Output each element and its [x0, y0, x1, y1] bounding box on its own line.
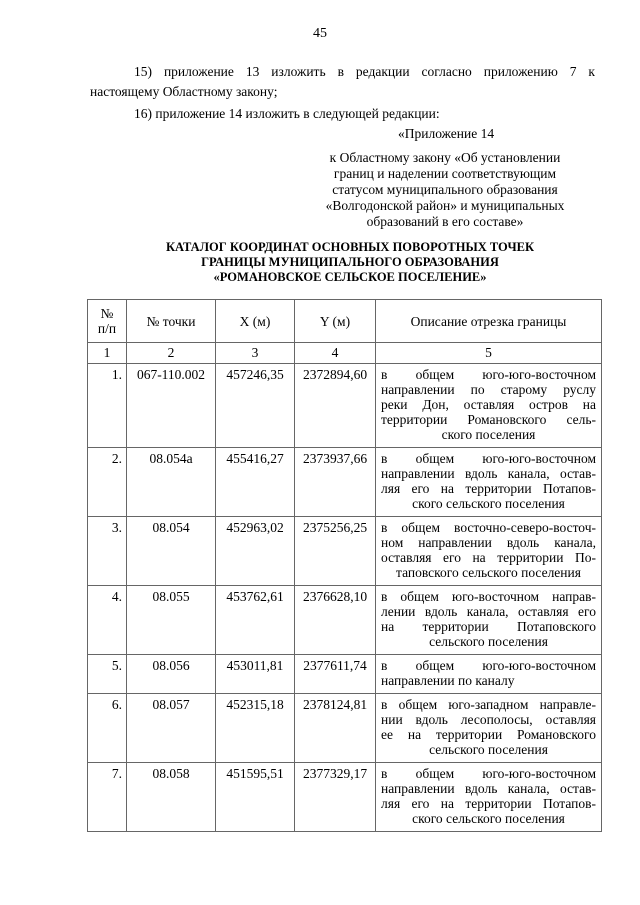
point-id: 08.056 [127, 655, 216, 694]
catalog-title-line: ГРАНИЦЫ МУНИЦИПАЛЬНОГО ОБРАЗОВАНИЯ [201, 255, 499, 269]
description-line: в общем юго-юго-восточном [381, 658, 596, 673]
column-number: 5 [376, 343, 602, 364]
description-line: в общем юго-западном направле- [381, 697, 596, 712]
description-line: лении вдоль канала, оставляя его [381, 604, 596, 619]
x-coordinate: 457246,35 [216, 364, 295, 448]
appendix-caption-line: к Областному закону «Об установлении [329, 150, 561, 165]
catalog-title-line: «РОМАНОВСКОЕ СЕЛЬСКОЕ ПОСЕЛЕНИЕ» [213, 270, 487, 284]
segment-description [376, 694, 602, 763]
header-desc: Описание отрезка границы [376, 300, 602, 343]
y-coordinate: 2377611,74 [295, 655, 376, 694]
paragraph-15-line2: настоящему Областному закону; [90, 84, 278, 99]
header-num-line2: п/п [97, 321, 117, 336]
header-num-line1: № [100, 306, 114, 321]
description-line: таповского сельского поселения [396, 565, 581, 580]
table-row [88, 586, 602, 655]
description-line: направлении вдоль канала, остав- [381, 466, 596, 481]
x-coordinate: 451595,51 [216, 763, 295, 832]
y-coordinate: 2378124,81 [295, 694, 376, 763]
table-row [88, 763, 602, 832]
appendix-caption-line: статусом муниципального образования [332, 182, 558, 197]
description-line: направлении по старому руслу [381, 382, 596, 397]
paragraph-15 [90, 62, 595, 102]
table-row [88, 364, 602, 448]
appendix-caption-line: образований в его составе» [366, 214, 524, 229]
description-line: в общем юго-юго-восточном [381, 451, 596, 466]
row-number: 4. [88, 586, 127, 655]
table-row [88, 655, 602, 694]
description-line: территории Романовского сель- [381, 412, 596, 427]
header-y: Y (м) [295, 300, 376, 343]
segment-description [376, 448, 602, 517]
segment-description [376, 517, 602, 586]
point-id: 067-110.002 [127, 364, 216, 448]
page-number: 45 [313, 26, 327, 41]
description-line: ее на территории Романовского [381, 727, 596, 742]
description-line: ского поселения [441, 427, 536, 442]
x-coordinate: 452963,02 [216, 517, 295, 586]
table-row [88, 448, 602, 517]
paragraph-15-line1: 15) приложение 13 изложить в редакции согласно приложению 7 к [134, 64, 595, 79]
description-line: направлении по каналу [381, 673, 515, 688]
x-coordinate: 455416,27 [216, 448, 295, 517]
appendix-title: «Приложение 14 [398, 126, 495, 141]
segment-description [376, 364, 602, 448]
y-coordinate: 2373937,66 [295, 448, 376, 517]
row-number: 1. [88, 364, 127, 448]
description-line: сельского поселения [429, 634, 548, 649]
table-header-row [88, 300, 602, 343]
row-number: 2. [88, 448, 127, 517]
description-line: нии вдоль лесополосы, оставляя [381, 712, 596, 727]
description-line: ном направлении вдоль канала, [381, 535, 596, 550]
y-coordinate: 2375256,25 [295, 517, 376, 586]
header-num [88, 300, 127, 343]
description-line: на территории Потаповского [381, 619, 596, 634]
description-line: сельского поселения [429, 742, 548, 757]
header-point: № точки [127, 300, 216, 343]
row-number: 3. [88, 517, 127, 586]
description-line: в общем юго-юго-восточном [381, 766, 596, 781]
appendix-caption [305, 150, 585, 230]
row-number: 5. [88, 655, 127, 694]
point-id: 08.058 [127, 763, 216, 832]
description-line: ляя его на территории Потапов- [381, 796, 596, 811]
header-x: X (м) [216, 300, 295, 343]
x-coordinate: 453762,61 [216, 586, 295, 655]
point-id: 08.054а [127, 448, 216, 517]
segment-description [376, 586, 602, 655]
description-line: ского сельского поселения [412, 811, 565, 826]
x-coordinate: 453011,81 [216, 655, 295, 694]
y-coordinate: 2377329,17 [295, 763, 376, 832]
segment-description [376, 655, 602, 694]
description-line: в общем восточно-северо-восточ- [381, 520, 596, 535]
column-number: 3 [216, 343, 295, 364]
coordinates-table [87, 299, 602, 832]
description-line: реки Дон, оставляя остров на [381, 397, 596, 412]
column-number: 4 [295, 343, 376, 364]
appendix-caption-line: границ и наделении соответствующим [333, 166, 557, 181]
row-number: 6. [88, 694, 127, 763]
segment-description [376, 763, 602, 832]
point-id: 08.054 [127, 517, 216, 586]
description-line: ского сельского поселения [412, 496, 565, 511]
column-number: 2 [127, 343, 216, 364]
point-id: 08.055 [127, 586, 216, 655]
column-number: 1 [88, 343, 127, 364]
paragraph-16-text: 16) приложение 14 изложить в следующей редакции: [134, 106, 440, 121]
catalog-title-line: КАТАЛОГ КООРДИНАТ ОСНОВНЫХ ПОВОРОТНЫХ ТОЧЕК [165, 240, 535, 254]
y-coordinate: 2376628,10 [295, 586, 376, 655]
description-line: ляя его на территории Потапов- [381, 481, 596, 496]
description-line: оставляя его на территории По- [381, 550, 596, 565]
column-numbers-row [88, 343, 602, 364]
table-row [88, 694, 602, 763]
paragraph-16 [90, 104, 595, 124]
x-coordinate: 452315,18 [216, 694, 295, 763]
table-row [88, 517, 602, 586]
appendix-caption-line: «Волгодонской район» и муниципальных [325, 198, 565, 213]
y-coordinate: 2372894,60 [295, 364, 376, 448]
description-line: в общем юго-юго-восточном [381, 367, 596, 382]
table-body [88, 364, 602, 832]
description-line: в общем юго-восточном направ- [381, 589, 596, 604]
point-id: 08.057 [127, 694, 216, 763]
catalog-title [120, 240, 580, 285]
description-line: направлении вдоль канала, остав- [381, 781, 596, 796]
row-number: 7. [88, 763, 127, 832]
